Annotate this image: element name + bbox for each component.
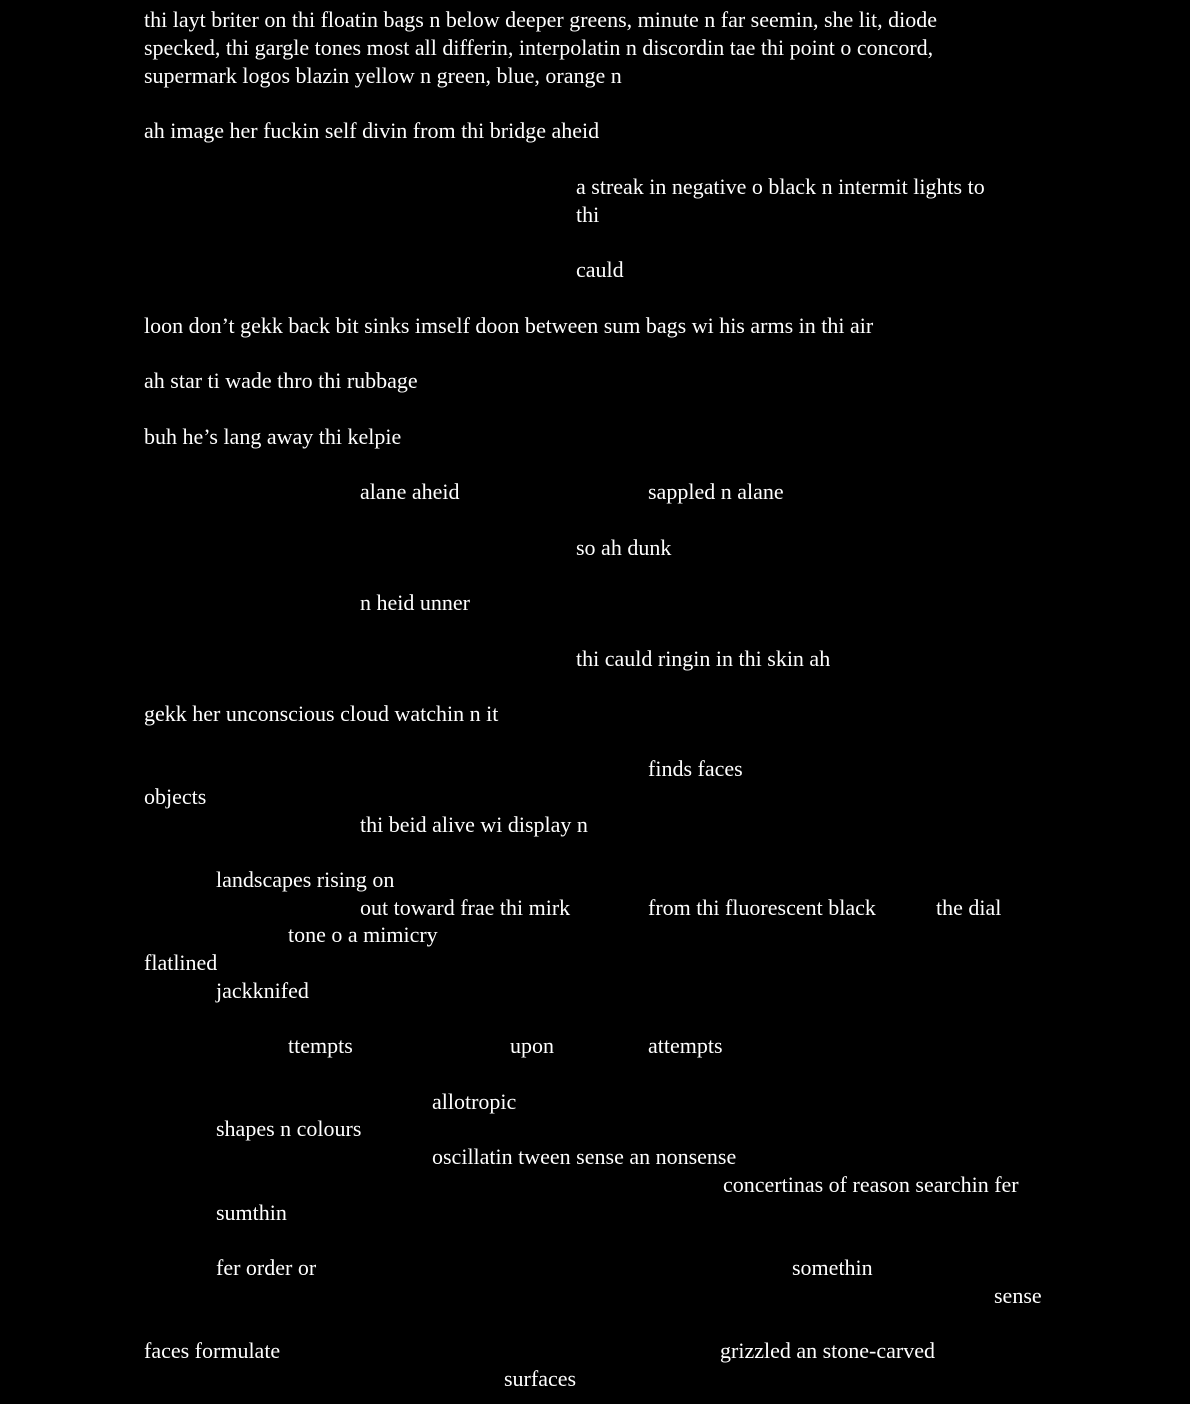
poem-line: attempts bbox=[648, 1033, 723, 1058]
poem-line: from thi fluorescent black bbox=[648, 895, 876, 920]
poem-line: gekk her unconscious cloud watchin n it bbox=[144, 701, 499, 726]
poem-line: landscapes rising on bbox=[216, 867, 395, 892]
poem-line: buh he’s lang away thi kelpie bbox=[144, 424, 402, 449]
poem-line: ttempts bbox=[288, 1033, 353, 1058]
poem-line: ah image her fuckin self divin from thi bridge aheid bbox=[144, 118, 600, 143]
poem-line: supermark logos blazin yellow n green, blue, orange n bbox=[144, 63, 622, 88]
poem-line: upon bbox=[510, 1033, 554, 1058]
poem-line: so ah dunk bbox=[576, 535, 672, 560]
poem-line: alane aheid bbox=[360, 479, 460, 504]
poem-line: thi cauld ringin in thi skin ah bbox=[576, 646, 831, 671]
poem-line: oscillatin tween sense an nonsense bbox=[432, 1144, 737, 1169]
poem-line: somethin bbox=[792, 1255, 873, 1280]
poem-line: ah star ti wade thro thi rubbage bbox=[144, 368, 418, 393]
poem-line: sappled n alane bbox=[648, 479, 784, 504]
poem-line: thi layt briter on thi floatin bags n below deeper greens, minute n far seemin, she lit, diode bbox=[144, 7, 938, 32]
poem-line: fer order or bbox=[216, 1255, 317, 1280]
poem-line: the dial bbox=[936, 895, 1002, 920]
poem-line: specked, thi gargle tones most all differin, interpolatin n discordin tae thi point o concord, bbox=[144, 35, 934, 60]
poem-line: thi beid alive wi display n bbox=[360, 812, 588, 837]
poem-line: objects bbox=[144, 784, 207, 809]
poem-line: thi bbox=[576, 202, 600, 227]
poem-line: sense bbox=[994, 1283, 1042, 1308]
poem-line: shapes n colours bbox=[216, 1116, 362, 1141]
poem-line: out toward frae thi mirk bbox=[360, 895, 571, 920]
poem-line: concertinas of reason searchin fer bbox=[723, 1172, 1019, 1197]
poem-line: a streak in negative o black n intermit lights to bbox=[576, 174, 985, 199]
poem-line: allotropic bbox=[432, 1089, 517, 1114]
poem-line: grizzled an stone-carved bbox=[720, 1338, 935, 1363]
poem-line: flatlined bbox=[144, 950, 218, 975]
poem-line: surfaces bbox=[504, 1366, 577, 1391]
poem-line: faces formulate bbox=[144, 1338, 281, 1363]
poem-line: tone o a mimicry bbox=[288, 922, 438, 947]
poem-line: loon don’t gekk back bit sinks imself doon between sum bags wi his arms in thi air bbox=[144, 313, 874, 338]
poem-line: n heid unner bbox=[360, 590, 470, 615]
poem-line: jackknifed bbox=[216, 978, 309, 1003]
poem-line: finds faces bbox=[648, 756, 743, 781]
poem-line: sumthin bbox=[216, 1200, 287, 1225]
poem-line: cauld bbox=[576, 257, 624, 282]
